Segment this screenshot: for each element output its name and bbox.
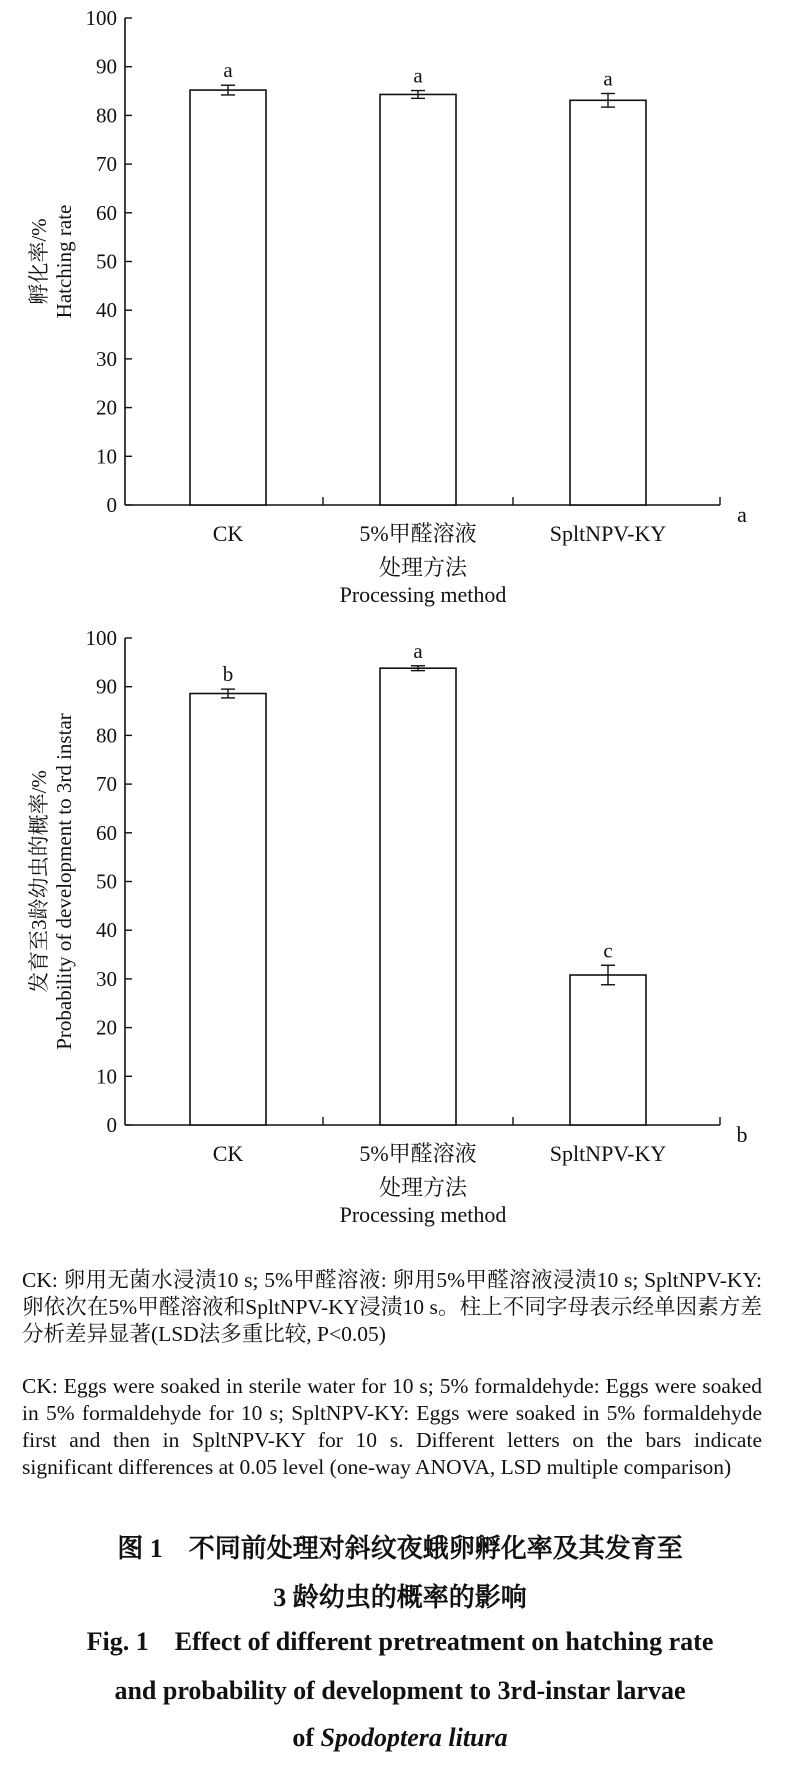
figure-title-english-text1: Effect of different pretreatment on hatching rate [174, 1627, 714, 1656]
x-tick-label: 5%甲醛溶液 [359, 1141, 477, 1166]
y-tick-label: 50 [96, 869, 117, 894]
y-tick-label: 20 [96, 1015, 117, 1040]
figure-title-chinese-text1: 不同前处理对斜纹夜蛾卵孵化率及其发育至 [188, 1534, 683, 1563]
significance-letter: a [413, 63, 423, 88]
y-tick-label: 40 [96, 298, 117, 323]
y-tick-label: 60 [96, 820, 117, 845]
bar [380, 668, 456, 1125]
bar [190, 694, 266, 1125]
y-axis-title-english: Probability of development to 3rd instar [52, 713, 76, 1050]
y-tick-label: 100 [85, 626, 117, 650]
figure-title-english-prefix: of [292, 1723, 315, 1752]
panel-label: b [736, 1122, 748, 1147]
x-tick-label: SpltNPV-KY [549, 1141, 667, 1166]
species-name: Spodoptera litura [320, 1723, 508, 1752]
y-tick-label: 80 [96, 723, 117, 748]
significance-letter: a [223, 58, 233, 83]
bar [570, 100, 646, 505]
x-tick-label: CK [212, 1141, 244, 1166]
x-axis-title-english: Processing method [339, 582, 507, 607]
x-axis-title-english: Processing method [339, 1202, 507, 1227]
significance-letter: b [222, 662, 234, 687]
y-tick-label: 70 [96, 772, 117, 797]
y-tick-label: 90 [96, 674, 117, 699]
y-tick-label: 40 [96, 918, 117, 943]
significance-letter: a [603, 66, 613, 91]
x-tick-label: SpltNPV-KY [549, 521, 667, 546]
y-tick-label: 0 [106, 1113, 117, 1137]
y-tick-label: 30 [96, 966, 117, 991]
figure-note-english: CK: Eggs were soaked in sterile water for 10 s; 5% formaldehyde: Eggs were soaked in 5% formaldehyde for 10 s; SpltNPV-KY: Eggs were soaked in 5% formaldehyde first and then in SpltNPV-KY for 10 s. Different letters on the bars indicate significant differences at 0.05 level (one-way ANOVA, LSD multiple comparison) [22, 1374, 762, 1479]
y-tick-label: 20 [96, 395, 117, 420]
chart-development-probability [0, 620, 800, 1240]
x-tick-label: 5%甲醛溶液 [359, 521, 477, 546]
x-axis-title-chinese: 处理方法 [378, 1175, 468, 1200]
y-tick-label: 30 [96, 346, 117, 371]
y-tick-label: 80 [96, 103, 117, 128]
figure-note-chinese: CK: 卵用无菌水浸渍10 s; 5%甲醛溶液: 卵用5%甲醛溶液浸渍10 s; SpltNPV-KY: 卵依次在5%甲醛溶液和SpltNPV-KY浸渍10 s。柱上不同字母表示经单因素方差分析差异显著(LSD法多重比较, P<0.05) [22, 1268, 762, 1346]
y-tick-label: 50 [96, 249, 117, 274]
figure-label-chinese: 图 1 [117, 1534, 163, 1563]
chart-development-probability-svg [0, 620, 800, 1240]
x-axis-title-chinese: 处理方法 [378, 555, 468, 580]
figure-title-english-line1 [0, 1627, 800, 1657]
bar [190, 90, 266, 505]
chart-hatching-rate [0, 0, 800, 620]
y-tick-label: 90 [96, 54, 117, 79]
y-tick-label: 10 [96, 444, 117, 469]
y-tick-label: 10 [96, 1064, 117, 1089]
bar [570, 975, 646, 1125]
figure-title-chinese-line2: 3 龄幼虫的概率的影响 [273, 1583, 527, 1612]
panel-label: a [737, 502, 747, 527]
figure-title-english-line3 [0, 1723, 800, 1753]
y-tick-label: 60 [96, 200, 117, 225]
y-tick-label: 0 [106, 493, 117, 517]
y-tick-label: 70 [96, 152, 117, 177]
figure-label-english: Fig. 1 [86, 1627, 149, 1656]
significance-letter: c [603, 938, 613, 963]
y-axis-title-english: Hatching rate [52, 204, 76, 319]
y-axis-title-chinese: 孵化率/% [27, 218, 51, 305]
figure-title-chinese-line1 [0, 1528, 800, 1565]
y-axis-title-chinese: 发育至3龄幼虫的概率/% [27, 770, 51, 993]
y-tick-label: 100 [85, 6, 117, 30]
chart-hatching-rate-svg [0, 0, 800, 620]
figure-title-english-line2: and probability of development to 3rd-instar larvae [114, 1676, 686, 1705]
significance-letter: a [413, 638, 423, 663]
bar [380, 94, 456, 505]
x-tick-label: CK [212, 521, 244, 546]
